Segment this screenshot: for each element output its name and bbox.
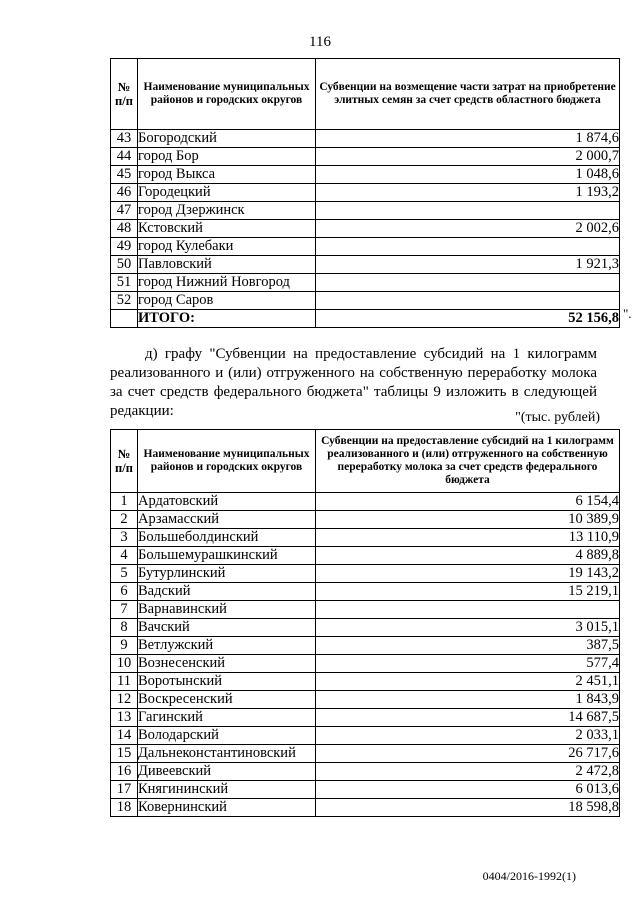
row-number: 52 xyxy=(111,292,138,310)
row-name: Кстовский xyxy=(138,220,316,238)
row-number: 49 xyxy=(111,238,138,256)
row-value: 1 193,2 xyxy=(316,184,620,202)
row-value: 2 472,8 xyxy=(316,763,620,781)
row-value: 1 048,6 xyxy=(316,166,620,184)
row-value xyxy=(316,292,620,310)
row-value: 13 110,9 xyxy=(316,529,620,547)
table-row xyxy=(111,637,620,655)
row-number: 50 xyxy=(111,256,138,274)
closing-quote: ". xyxy=(623,306,632,321)
row-number: 3 xyxy=(111,529,138,547)
row-name: Богородский xyxy=(138,130,316,148)
table-row xyxy=(111,529,620,547)
row-value xyxy=(316,202,620,220)
table-row xyxy=(111,601,620,619)
row-number: 18 xyxy=(111,799,138,817)
table-row xyxy=(111,727,620,745)
table-row xyxy=(111,745,620,763)
row-name: город Бор xyxy=(138,148,316,166)
row-number: 5 xyxy=(111,565,138,583)
header-num: № п/п xyxy=(111,59,138,130)
row-value: 387,5 xyxy=(316,637,620,655)
row-number: 6 xyxy=(111,583,138,601)
header-num: № п/п xyxy=(111,430,138,493)
row-name: город Кулебаки xyxy=(138,238,316,256)
row-value: 1 921,3 xyxy=(316,256,620,274)
table-row xyxy=(111,256,620,274)
row-name: город Саров xyxy=(138,292,316,310)
table-row xyxy=(111,655,620,673)
row-name: Гагинский xyxy=(138,709,316,727)
row-value xyxy=(316,601,620,619)
row-number: 47 xyxy=(111,202,138,220)
table-row xyxy=(111,799,620,817)
row-value: 3 015,1 xyxy=(316,619,620,637)
row-name: Арзамасский xyxy=(138,511,316,529)
page-number: 116 xyxy=(309,34,331,50)
header-name: Наименование муниципальных районов и городских округов xyxy=(138,430,316,493)
row-number: 10 xyxy=(111,655,138,673)
row-value: 18 598,8 xyxy=(316,799,620,817)
row-name: Большеболдинский xyxy=(138,529,316,547)
row-number: 9 xyxy=(111,637,138,655)
row-number: 11 xyxy=(111,673,138,691)
row-number: 14 xyxy=(111,727,138,745)
row-number: 1 xyxy=(111,493,138,511)
row-name: Бутурлинский xyxy=(138,565,316,583)
row-number: 44 xyxy=(111,148,138,166)
table-row xyxy=(111,547,620,565)
row-value xyxy=(316,238,620,256)
row-name: Ветлужский xyxy=(138,637,316,655)
row-name: Дальнеконстантиновский xyxy=(138,745,316,763)
row-value: 26 717,6 xyxy=(316,745,620,763)
row-number: 48 xyxy=(111,220,138,238)
total-label: ИТОГО: xyxy=(138,310,316,328)
row-name: Большемурашкинский xyxy=(138,547,316,565)
table-row xyxy=(111,184,620,202)
row-value: 15 219,1 xyxy=(316,583,620,601)
row-name: Вадский xyxy=(138,583,316,601)
row-value: 14 687,5 xyxy=(316,709,620,727)
total-num-cell xyxy=(111,310,138,328)
row-value: 2 451,1 xyxy=(316,673,620,691)
row-name: Вачский xyxy=(138,619,316,637)
table-row xyxy=(111,511,620,529)
row-name: Вознесенский xyxy=(138,655,316,673)
row-value: 4 889,8 xyxy=(316,547,620,565)
table-row xyxy=(111,274,620,292)
table-row xyxy=(111,583,620,601)
table-elite-seeds xyxy=(110,58,620,328)
table-row xyxy=(111,202,620,220)
row-number: 12 xyxy=(111,691,138,709)
row-number: 16 xyxy=(111,763,138,781)
amendment-paragraph: д) графу "Субвенции на предоставление субсидий на 1 килограмм реализованного и (или) отгруженного на собственную переработку молока за счет средств федерального бюджета" таблицы 9 изложить в следующей редакции: xyxy=(110,346,597,419)
row-number: 51 xyxy=(111,274,138,292)
total-value: 52 156,8 xyxy=(316,310,620,328)
units-label: "(тыс. рублей) xyxy=(515,410,600,425)
row-number: 4 xyxy=(111,547,138,565)
row-value: 19 143,2 xyxy=(316,565,620,583)
table-row xyxy=(111,673,620,691)
table-row xyxy=(111,709,620,727)
row-name: город Выкса xyxy=(138,166,316,184)
table-row xyxy=(111,130,620,148)
row-name: Ковернинский xyxy=(138,799,316,817)
table-row xyxy=(111,166,620,184)
row-value: 2 033,1 xyxy=(316,727,620,745)
row-name: Городецкий xyxy=(138,184,316,202)
row-number: 46 xyxy=(111,184,138,202)
row-name: Княгининский xyxy=(138,781,316,799)
table-row xyxy=(111,148,620,166)
row-name: Воскресенский xyxy=(138,691,316,709)
row-number: 43 xyxy=(111,130,138,148)
row-number: 17 xyxy=(111,781,138,799)
table-row xyxy=(111,619,620,637)
row-value: 6 154,4 xyxy=(316,493,620,511)
row-value: 577,4 xyxy=(316,655,620,673)
row-number: 8 xyxy=(111,619,138,637)
table-row xyxy=(111,781,620,799)
row-name: город Нижний Новгород xyxy=(138,274,316,292)
row-name: Павловский xyxy=(138,256,316,274)
table2-body xyxy=(111,493,620,817)
row-value: 1 843,9 xyxy=(316,691,620,709)
row-number: 15 xyxy=(111,745,138,763)
document-code: 0404/2016-1992(1) xyxy=(482,869,576,883)
total-row xyxy=(111,310,620,328)
row-number: 45 xyxy=(111,166,138,184)
row-name: Воротынский xyxy=(138,673,316,691)
row-number: 2 xyxy=(111,511,138,529)
table1-body xyxy=(111,130,620,328)
row-value: 6 013,6 xyxy=(316,781,620,799)
row-value: 10 389,9 xyxy=(316,511,620,529)
row-name: Варнавинский xyxy=(138,601,316,619)
row-name: Ардатовский xyxy=(138,493,316,511)
row-number: 7 xyxy=(111,601,138,619)
header-name: Наименование муниципальных районов и городских округов xyxy=(138,59,316,130)
table-row xyxy=(111,493,620,511)
row-number: 13 xyxy=(111,709,138,727)
table-row xyxy=(111,691,620,709)
row-value: 2 000,7 xyxy=(316,148,620,166)
table-row xyxy=(111,565,620,583)
header-value: Субвенции на возмещение части затрат на приобретение элитных семян за счет средств областного бюджета xyxy=(316,59,620,130)
row-value xyxy=(316,274,620,292)
table-row xyxy=(111,220,620,238)
row-name: Володарский xyxy=(138,727,316,745)
row-name: город Дзержинск xyxy=(138,202,316,220)
table-milk-subsidies xyxy=(110,429,620,817)
row-value: 2 002,6 xyxy=(316,220,620,238)
table-row xyxy=(111,238,620,256)
table-row xyxy=(111,763,620,781)
row-name: Дивеевский xyxy=(138,763,316,781)
table-row xyxy=(111,292,620,310)
header-value: Субвенции на предоставление субсидий на 1 килограмм реализованного и (или) отгруженного на собственную переработку молока за счет средств федерального бюджета xyxy=(316,430,620,493)
row-value: 1 874,6 xyxy=(316,130,620,148)
